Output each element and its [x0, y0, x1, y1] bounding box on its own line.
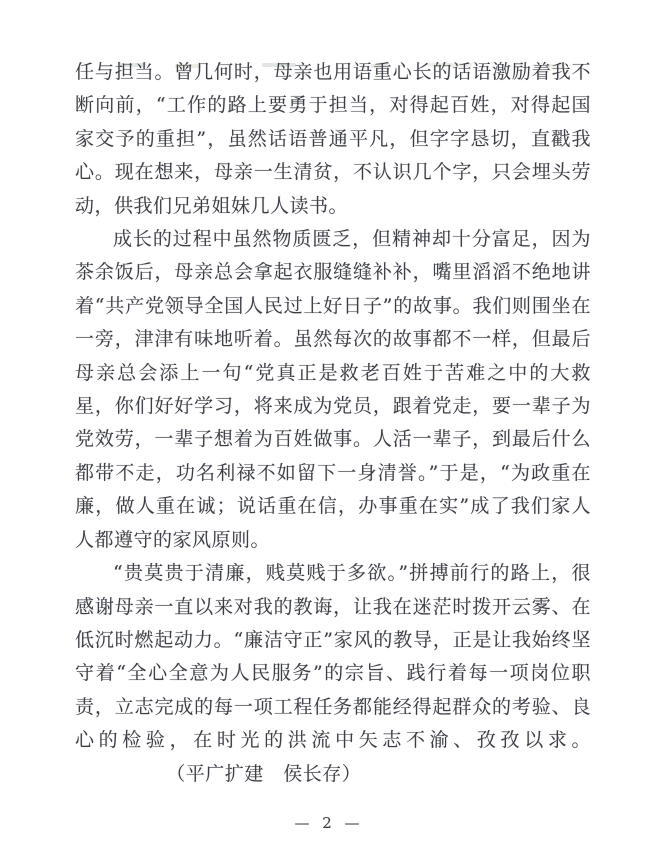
page-footer [0, 814, 655, 832]
author-signature: （平广扩建 侯长存） [166, 762, 362, 785]
paragraph-with-signature [75, 557, 591, 791]
paragraph-text: “贵莫贵于清廉，贱莫贱于多欲。”拼搏前行的路上，很感谢母亲一直以来对我的教诲，让我在迷茫时拨开云雾、在低沉时燃起动力。“廉洁守正”家风的教导，正是让我始终坚守着“全心全意为人民服务”的宗旨、践行着每一项岗位职责，立志完成的每一项工程任务都能经得起群众的考验、良心的检验，在时光的洪流中矢志不渝、孜孜以求。 [75, 562, 591, 752]
document-body [75, 56, 591, 791]
page-number: — 2 — [294, 814, 361, 832]
paragraph: 成长的过程中虽然物质匮乏，但精神却十分富足，因为茶余饭后，母亲总会拿起衣服缝缝补补，嘴里滔滔不绝地讲着“共产党领导全国人民过上好日子”的故事。我们则围坐在一旁，津津有味地听着。虽然每次的故事都不一样，但最后母亲总会添上一句“党真正是救老百姓于苦难之中的大救星，你们好好学习，将来成为党员，跟着党走，要一辈子为党效劳，一辈子想着为百姓做事。人活一辈子，到最后什么都带不走，功名利禄不如留下一身清誉。”于是，“为政重在廉，做人重在诚；说话重在信，办事重在实”成了我们家人人都遵守的家风原则。 [75, 228, 591, 551]
paragraph-continuation: 任与担当。曾几何时，母亲也用语重心长的话语激励着我不断向前，“工作的路上要勇于担当，对得起百姓，对得起国家交予的重担”，虽然话语普通平凡，但字字恳切，直戳我心。现在想来，母亲一生清贫，不认识几个字，只会埋头劳动，供我们兄弟姐妹几人读书。 [75, 61, 591, 217]
